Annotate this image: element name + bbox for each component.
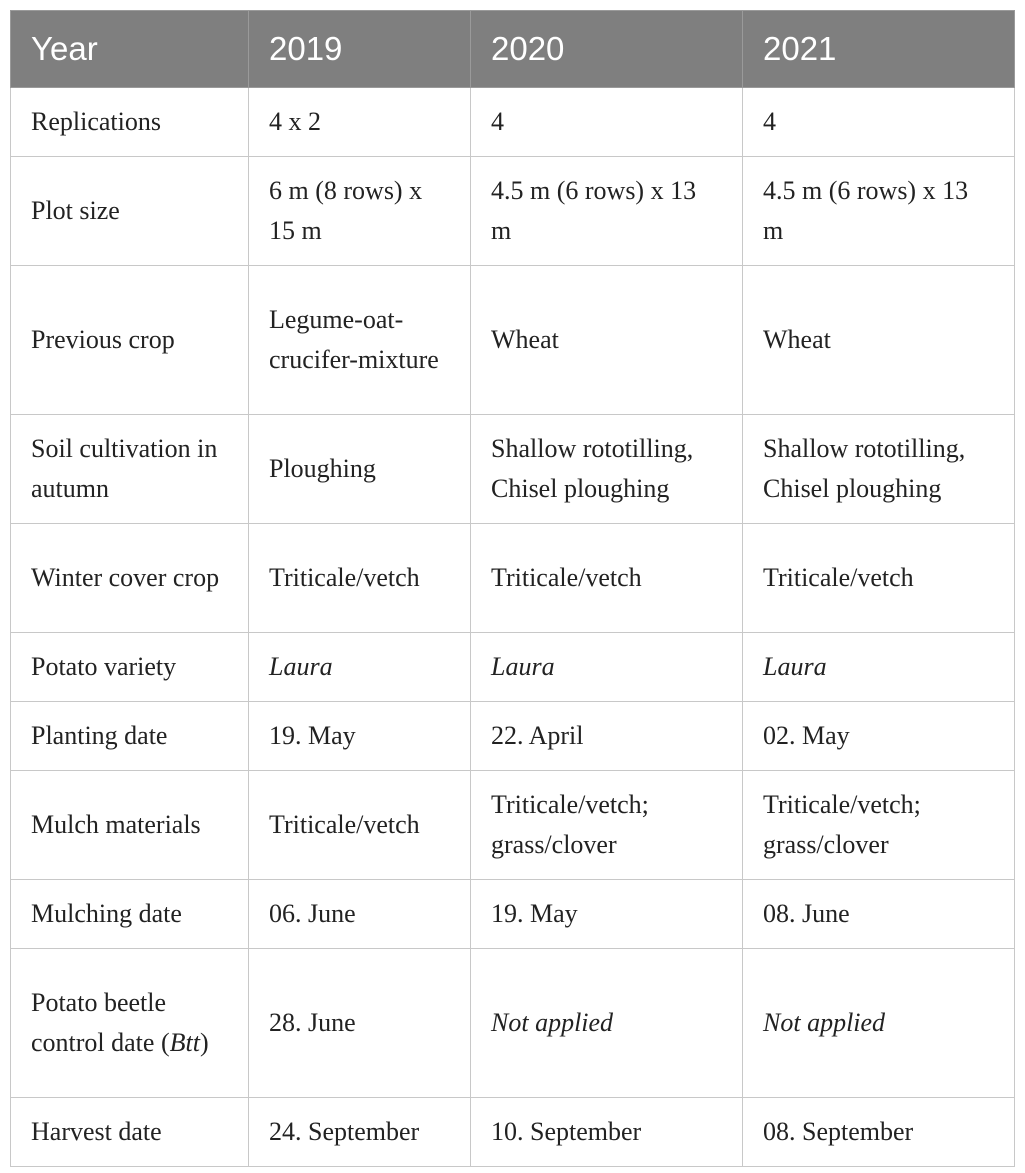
cell-2021: Laura <box>743 633 1015 702</box>
cell-2020: 4 <box>471 88 743 157</box>
cell-2021: 08. June <box>743 880 1015 949</box>
cell-2019: Laura <box>249 633 471 702</box>
header-2021: 2021 <box>743 11 1015 88</box>
cell-2020: Shallow rototilling, Chisel ploughing <box>471 415 743 524</box>
cell-2020: 10. September <box>471 1098 743 1167</box>
row-label-abbr: Btt <box>169 1028 200 1057</box>
cell-2019: Triticale/vetch <box>249 524 471 633</box>
table-row <box>11 88 1015 157</box>
cell-2020: 22. April <box>471 702 743 771</box>
cell-2020: 4.5 m (6 rows) x 13 m <box>471 157 743 266</box>
row-label: Potato variety <box>11 633 249 702</box>
trial-details-table <box>10 10 1015 1167</box>
table-row <box>11 633 1015 702</box>
cell-2019: 28. June <box>249 949 471 1098</box>
table-row <box>11 880 1015 949</box>
table-row <box>11 1098 1015 1167</box>
cell-2019: Triticale/vetch <box>249 771 471 880</box>
cell-2019: Legume-oat-crucifer-mixture <box>249 266 471 415</box>
cell-2021: Wheat <box>743 266 1015 415</box>
cell-2019: 24. September <box>249 1098 471 1167</box>
cell-2021: Triticale/vetch; grass/clover <box>743 771 1015 880</box>
cell-2020: Triticale/vetch; grass/clover <box>471 771 743 880</box>
cell-2019: 6 m (8 rows) x 15 m <box>249 157 471 266</box>
table-row <box>11 771 1015 880</box>
table-row <box>11 949 1015 1098</box>
table-container <box>10 10 1015 1167</box>
cell-2020: 19. May <box>471 880 743 949</box>
cell-2021: Shallow rototilling, Chisel ploughing <box>743 415 1015 524</box>
cell-2020: Triticale/vetch <box>471 524 743 633</box>
cell-2020: Wheat <box>471 266 743 415</box>
row-label: Harvest date <box>11 1098 249 1167</box>
row-label: Previous crop <box>11 266 249 415</box>
header-year: Year <box>11 11 249 88</box>
row-label: Winter cover crop <box>11 524 249 633</box>
table-row <box>11 702 1015 771</box>
cell-2021: 02. May <box>743 702 1015 771</box>
cell-2021: 08. September <box>743 1098 1015 1167</box>
cell-2020: Laura <box>471 633 743 702</box>
row-label: Replications <box>11 88 249 157</box>
row-label: Mulch materials <box>11 771 249 880</box>
header-2019: 2019 <box>249 11 471 88</box>
row-label <box>11 949 249 1098</box>
cell-2021: 4.5 m (6 rows) x 13 m <box>743 157 1015 266</box>
cell-2021: Triticale/vetch <box>743 524 1015 633</box>
row-label: Soil cultivation in autumn <box>11 415 249 524</box>
row-label: Planting date <box>11 702 249 771</box>
header-2020: 2020 <box>471 11 743 88</box>
row-label: Mulching date <box>11 880 249 949</box>
table-row <box>11 415 1015 524</box>
row-label-main: Potato beetle control date ( <box>31 988 170 1057</box>
table-row <box>11 266 1015 415</box>
row-label-tail: ) <box>199 1028 209 1057</box>
cell-2021: Not applied <box>743 949 1015 1098</box>
cell-2019: 19. May <box>249 702 471 771</box>
header-row <box>11 11 1015 88</box>
table-row <box>11 524 1015 633</box>
row-label: Plot size <box>11 157 249 266</box>
table-row <box>11 157 1015 266</box>
cell-2021: 4 <box>743 88 1015 157</box>
cell-2019: Ploughing <box>249 415 471 524</box>
cell-2020: Not applied <box>471 949 743 1098</box>
cell-2019: 4 x 2 <box>249 88 471 157</box>
cell-2019: 06. June <box>249 880 471 949</box>
